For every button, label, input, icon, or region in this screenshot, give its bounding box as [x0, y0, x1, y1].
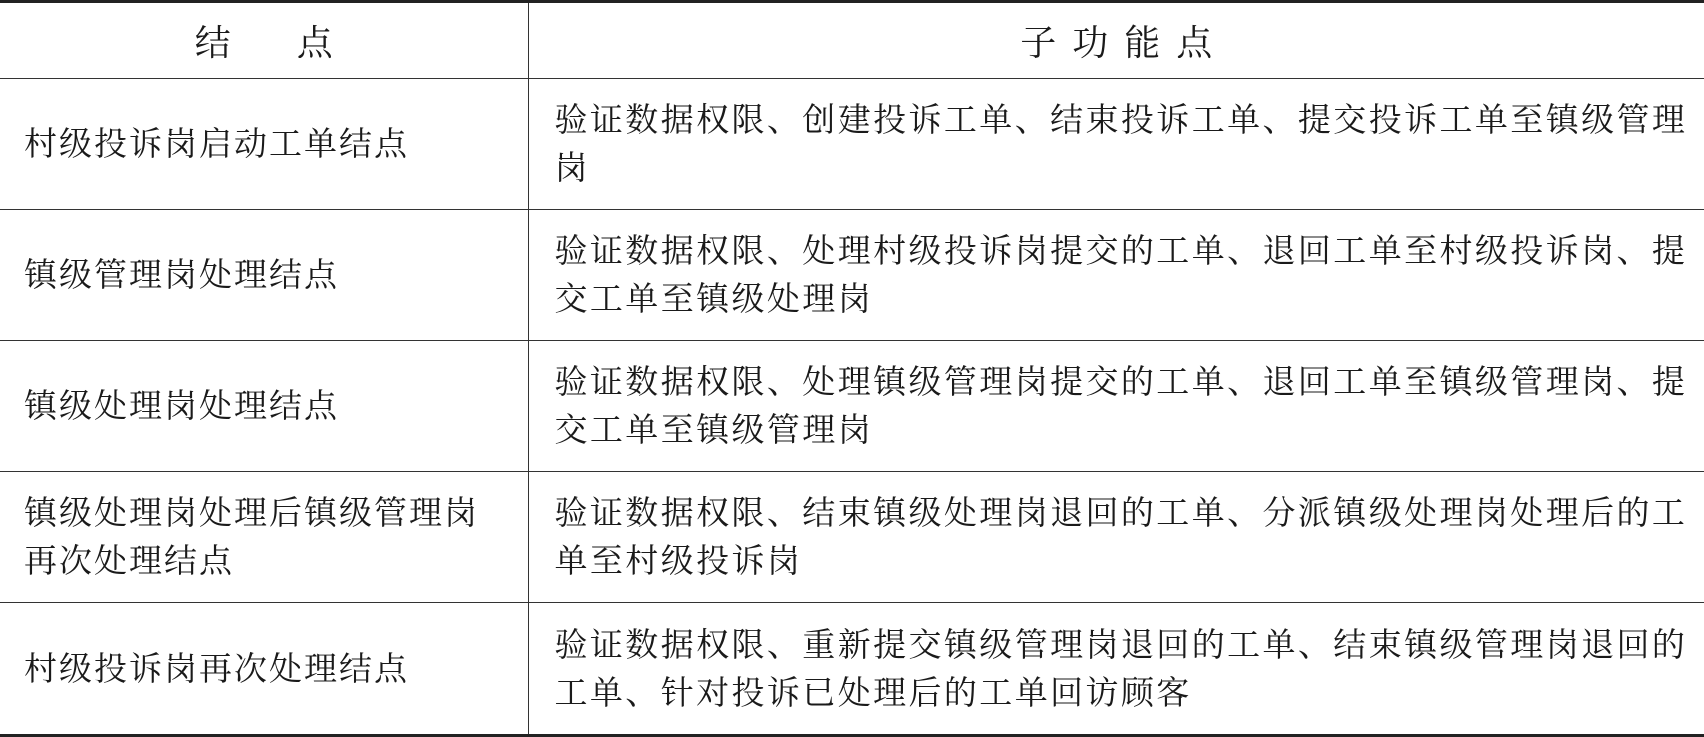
node-cell: 镇级处理岗处理结点 — [0, 341, 528, 472]
node-cell: 村级投诉岗再次处理结点 — [0, 603, 528, 736]
sub-functions-cell: 验证数据权限、处理镇级管理岗提交的工单、退回工单至镇级管理岗、提交工单至镇级管理岗 — [528, 341, 1704, 472]
sub-functions-cell: 验证数据权限、重新提交镇级管理岗退回的工单、结束镇级管理岗退回的工单、针对投诉已处理后的工单回访顾客 — [528, 603, 1704, 736]
node-cell: 镇级处理岗处理后镇级管理岗再次处理结点 — [0, 472, 528, 603]
table-row — [0, 341, 1704, 472]
node-cell: 村级投诉岗启动工单结点 — [0, 79, 528, 210]
node-cell: 镇级管理岗处理结点 — [0, 210, 528, 341]
table-row — [0, 603, 1704, 736]
table-row — [0, 79, 1704, 210]
table-row — [0, 210, 1704, 341]
table-row — [0, 472, 1704, 603]
table-header-row — [0, 2, 1704, 79]
header-sub-functions: 子功能点 — [528, 2, 1704, 79]
header-node: 结点 — [0, 2, 528, 79]
sub-functions-cell: 验证数据权限、结束镇级处理岗退回的工单、分派镇级处理岗处理后的工单至村级投诉岗 — [528, 472, 1704, 603]
sub-functions-cell: 验证数据权限、处理村级投诉岗提交的工单、退回工单至村级投诉岗、提交工单至镇级处理岗 — [528, 210, 1704, 341]
sub-functions-cell: 验证数据权限、创建投诉工单、结束投诉工单、提交投诉工单至镇级管理岗 — [528, 79, 1704, 210]
